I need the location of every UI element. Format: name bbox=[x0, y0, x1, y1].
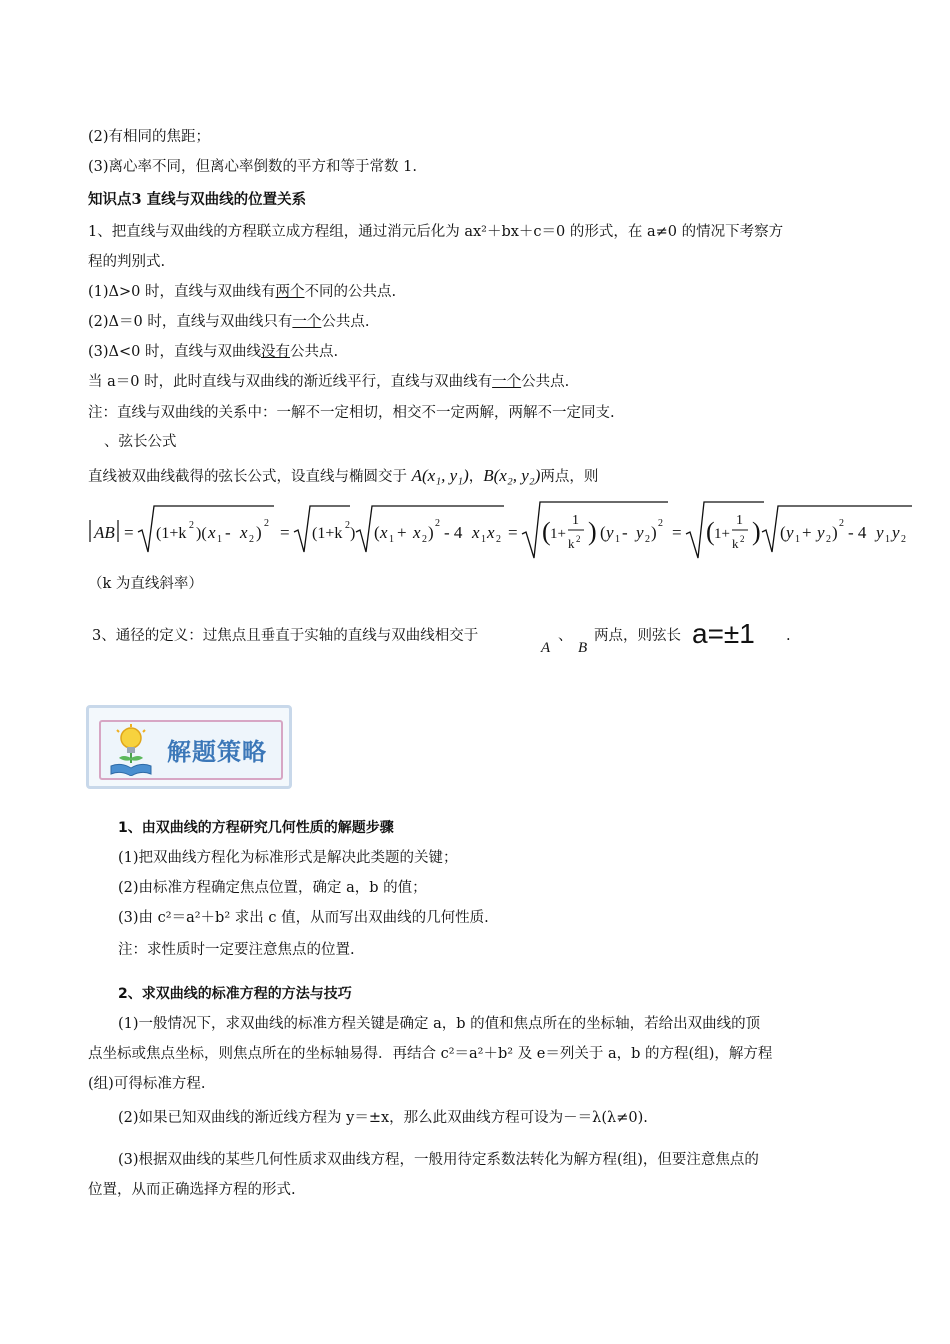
svg-text:y: y bbox=[786, 523, 794, 542]
svg-text:): ) bbox=[752, 517, 761, 546]
latus-end: . bbox=[786, 628, 791, 644]
case-delta-negative bbox=[88, 342, 338, 362]
paragraph-1-line-1: 1、把直线与双曲线的方程联立成方程组，通过消元后化为 ax²＋bx＋c＝0 的形式，在 a≠0 的情况下考察方 bbox=[88, 224, 784, 240]
underlined-answer: 没有 bbox=[261, 344, 290, 360]
svg-text:1: 1 bbox=[572, 513, 579, 528]
strategy-1-title: 1、由双曲线的方程研究几何性质的解题步骤 bbox=[118, 820, 394, 836]
strategy-1-note: 注：求性质时一定要注意焦点的位置. bbox=[118, 942, 355, 958]
svg-text:2: 2 bbox=[435, 518, 440, 529]
svg-text:2: 2 bbox=[826, 534, 831, 545]
case-text: 当 a＝0 时，此时直线与双曲线的渐近线平行，直线与双曲线有 bbox=[88, 374, 493, 390]
case-a-zero bbox=[88, 372, 569, 392]
chord-length-formula bbox=[88, 500, 914, 560]
strategy-badge bbox=[86, 705, 292, 789]
strategy-2-point-1-line-2: 点坐标或焦点坐标，则焦点所在的坐标轴易得．再结合 c²＝a²＋b² 及 e＝列关于 a，b 的方程(组)，解方程 bbox=[88, 1046, 773, 1062]
svg-text:2: 2 bbox=[264, 518, 269, 529]
svg-text:(1+k: (1+k bbox=[156, 525, 187, 542]
case-text: (1)Δ>0 时，直线与双曲线有 bbox=[88, 284, 276, 300]
latus-point-b: B bbox=[578, 640, 588, 656]
point-a: A(x₁, y₁) bbox=[411, 466, 469, 485]
section-heading-3: 知识点3 直线与双曲线的位置关系 bbox=[88, 191, 307, 208]
latus-separator: 、 bbox=[558, 628, 573, 644]
svg-text:=: = bbox=[280, 523, 290, 542]
underlined-answer: 两个 bbox=[275, 284, 305, 300]
svg-text:+: + bbox=[397, 523, 407, 542]
svg-text:(: ( bbox=[542, 517, 551, 546]
strategy-2-point-2: (2)如果已知双曲线的渐近线方程为 y＝±x，那么此双曲线方程可设为－＝λ(λ≠0). bbox=[118, 1110, 648, 1126]
latus-text-mid: 两点，则弦长 bbox=[594, 628, 681, 644]
svg-text:- 4: - 4 bbox=[444, 523, 463, 542]
underlined-answer: 一个 bbox=[292, 314, 322, 330]
svg-text:-: - bbox=[225, 523, 231, 542]
svg-text:): ) bbox=[350, 525, 356, 542]
svg-text:x: x bbox=[380, 523, 388, 542]
lightbulb-book-icon bbox=[107, 724, 155, 776]
svg-text:k: k bbox=[568, 536, 575, 551]
chord-intro-text: 直线被双曲线截得的弦长公式，设直线与椭圆交于 bbox=[88, 469, 407, 485]
latus-rectum-line bbox=[92, 626, 478, 646]
badge-frame bbox=[99, 720, 283, 780]
svg-text:x: x bbox=[240, 523, 248, 542]
svg-text:): ) bbox=[651, 523, 657, 542]
svg-text:1: 1 bbox=[795, 534, 800, 545]
svg-text:1: 1 bbox=[615, 534, 620, 545]
case-text: 公共点. bbox=[290, 344, 339, 360]
case-text: (3)Δ<0 时，直线与双曲线 bbox=[88, 344, 261, 360]
note-line: 注：直线与双曲线的关系中：一解不一定相切，相交不一定两解，两解不一定同支. bbox=[88, 405, 615, 421]
point-b: B(x₂, y₂) bbox=[483, 466, 541, 485]
svg-text:2: 2 bbox=[901, 534, 906, 545]
svg-text:=: = bbox=[124, 523, 134, 542]
svg-text:- 4: - 4 bbox=[848, 523, 867, 542]
strategy-2-point-3-line-2: 位置，从而正确选择方程的形式. bbox=[88, 1182, 296, 1198]
svg-text:x: x bbox=[208, 523, 216, 542]
strategy-1-step-1: (1)把双曲线方程化为标准形式是解决此类题的关键； bbox=[118, 850, 458, 866]
svg-text:2: 2 bbox=[645, 534, 650, 545]
svg-text:AB: AB bbox=[94, 523, 115, 542]
badge-title: 解题策略 bbox=[167, 738, 267, 766]
case-text: 不同的公共点. bbox=[304, 284, 397, 300]
svg-text:2: 2 bbox=[839, 518, 844, 529]
case-delta-positive bbox=[88, 282, 396, 302]
svg-text:2: 2 bbox=[189, 520, 194, 531]
slope-note: （k 为直线斜率） bbox=[88, 576, 203, 592]
strategy-2-title: 2、求双曲线的标准方程的方法与技巧 bbox=[118, 986, 352, 1002]
svg-text:(: ( bbox=[706, 517, 715, 546]
separator: ， bbox=[468, 469, 484, 485]
svg-text:1+: 1+ bbox=[550, 526, 566, 542]
svg-text:y: y bbox=[817, 523, 825, 542]
property-eccentricity: (3)离心率不同，但离心率倒数的平方和等于常数 1. bbox=[88, 159, 417, 175]
svg-text:(: ( bbox=[600, 523, 606, 542]
svg-text:x: x bbox=[472, 523, 480, 542]
svg-text:1: 1 bbox=[481, 534, 486, 545]
svg-text:1+: 1+ bbox=[714, 526, 730, 542]
svg-text:1: 1 bbox=[736, 513, 743, 528]
svg-text:1: 1 bbox=[885, 534, 890, 545]
svg-text:2: 2 bbox=[249, 534, 254, 545]
property-focal-distance: (2)有相同的焦距； bbox=[88, 129, 211, 145]
case-text: 公共点. bbox=[521, 374, 570, 390]
latus-text: 3、通径的定义：过焦点且垂直于实轴的直线与双曲线相交于 bbox=[92, 628, 479, 644]
latus-point-a: A bbox=[541, 640, 551, 656]
svg-text:y: y bbox=[606, 523, 614, 542]
chord-intro bbox=[88, 466, 598, 487]
svg-text:-: - bbox=[622, 523, 628, 542]
case-delta-zero bbox=[88, 312, 369, 332]
svg-text:2: 2 bbox=[345, 520, 350, 531]
strategy-2-point-1-line-3: (组)可得标准方程. bbox=[88, 1076, 206, 1092]
case-text: 公共点. bbox=[321, 314, 370, 330]
svg-text:): ) bbox=[588, 517, 597, 546]
latus-value: a=±1 bbox=[692, 618, 755, 649]
svg-text:): ) bbox=[256, 523, 262, 542]
svg-text:1: 1 bbox=[217, 534, 222, 545]
svg-text:2: 2 bbox=[576, 534, 581, 544]
svg-text:(: ( bbox=[374, 523, 380, 542]
svg-text:y: y bbox=[892, 523, 900, 542]
svg-text:2: 2 bbox=[496, 534, 501, 545]
strategy-1-step-2: (2)由标准方程确定焦点位置，确定 a，b 的值； bbox=[118, 880, 427, 896]
underlined-answer: 一个 bbox=[492, 374, 522, 390]
svg-text:(1+k: (1+k bbox=[312, 525, 343, 542]
svg-text:=: = bbox=[672, 523, 682, 542]
section-heading-chord: 、弦长公式 bbox=[104, 434, 177, 450]
svg-text:): ) bbox=[428, 523, 434, 542]
svg-text:x: x bbox=[487, 523, 495, 542]
svg-text:=: = bbox=[508, 523, 518, 542]
svg-text:2: 2 bbox=[422, 534, 427, 545]
svg-text:k: k bbox=[732, 536, 739, 551]
paragraph-1-line-2: 程的判别式. bbox=[88, 254, 166, 270]
strategy-1-step-3: (3)由 c²＝a²＋b² 求出 c 值，从而写出双曲线的几何性质. bbox=[118, 910, 489, 926]
svg-text:y: y bbox=[636, 523, 644, 542]
svg-text:)(: )( bbox=[196, 525, 207, 542]
chord-intro-end: 两点，则 bbox=[540, 469, 599, 485]
strategy-2-point-3-line-1: (3)根据双曲线的某些几何性质求双曲线方程，一般用待定系数法转化为解方程(组)，但要注意焦点的 bbox=[118, 1152, 759, 1168]
svg-text:y: y bbox=[876, 523, 884, 542]
svg-text:): ) bbox=[832, 523, 838, 542]
svg-text:2: 2 bbox=[740, 534, 745, 544]
svg-text:2: 2 bbox=[658, 518, 663, 529]
strategy-2-point-1-line-1: (1)一般情况下，求双曲线的标准方程关键是确定 a，b 的值和焦点所在的坐标轴，若给出双曲线的顶 bbox=[118, 1016, 761, 1032]
case-text: (2)Δ＝0 时，直线与双曲线只有 bbox=[88, 314, 293, 330]
svg-text:1: 1 bbox=[389, 534, 394, 545]
svg-text:x: x bbox=[413, 523, 421, 542]
svg-text:(: ( bbox=[780, 523, 786, 542]
svg-text:+: + bbox=[802, 523, 812, 542]
formula-svg bbox=[88, 500, 914, 560]
